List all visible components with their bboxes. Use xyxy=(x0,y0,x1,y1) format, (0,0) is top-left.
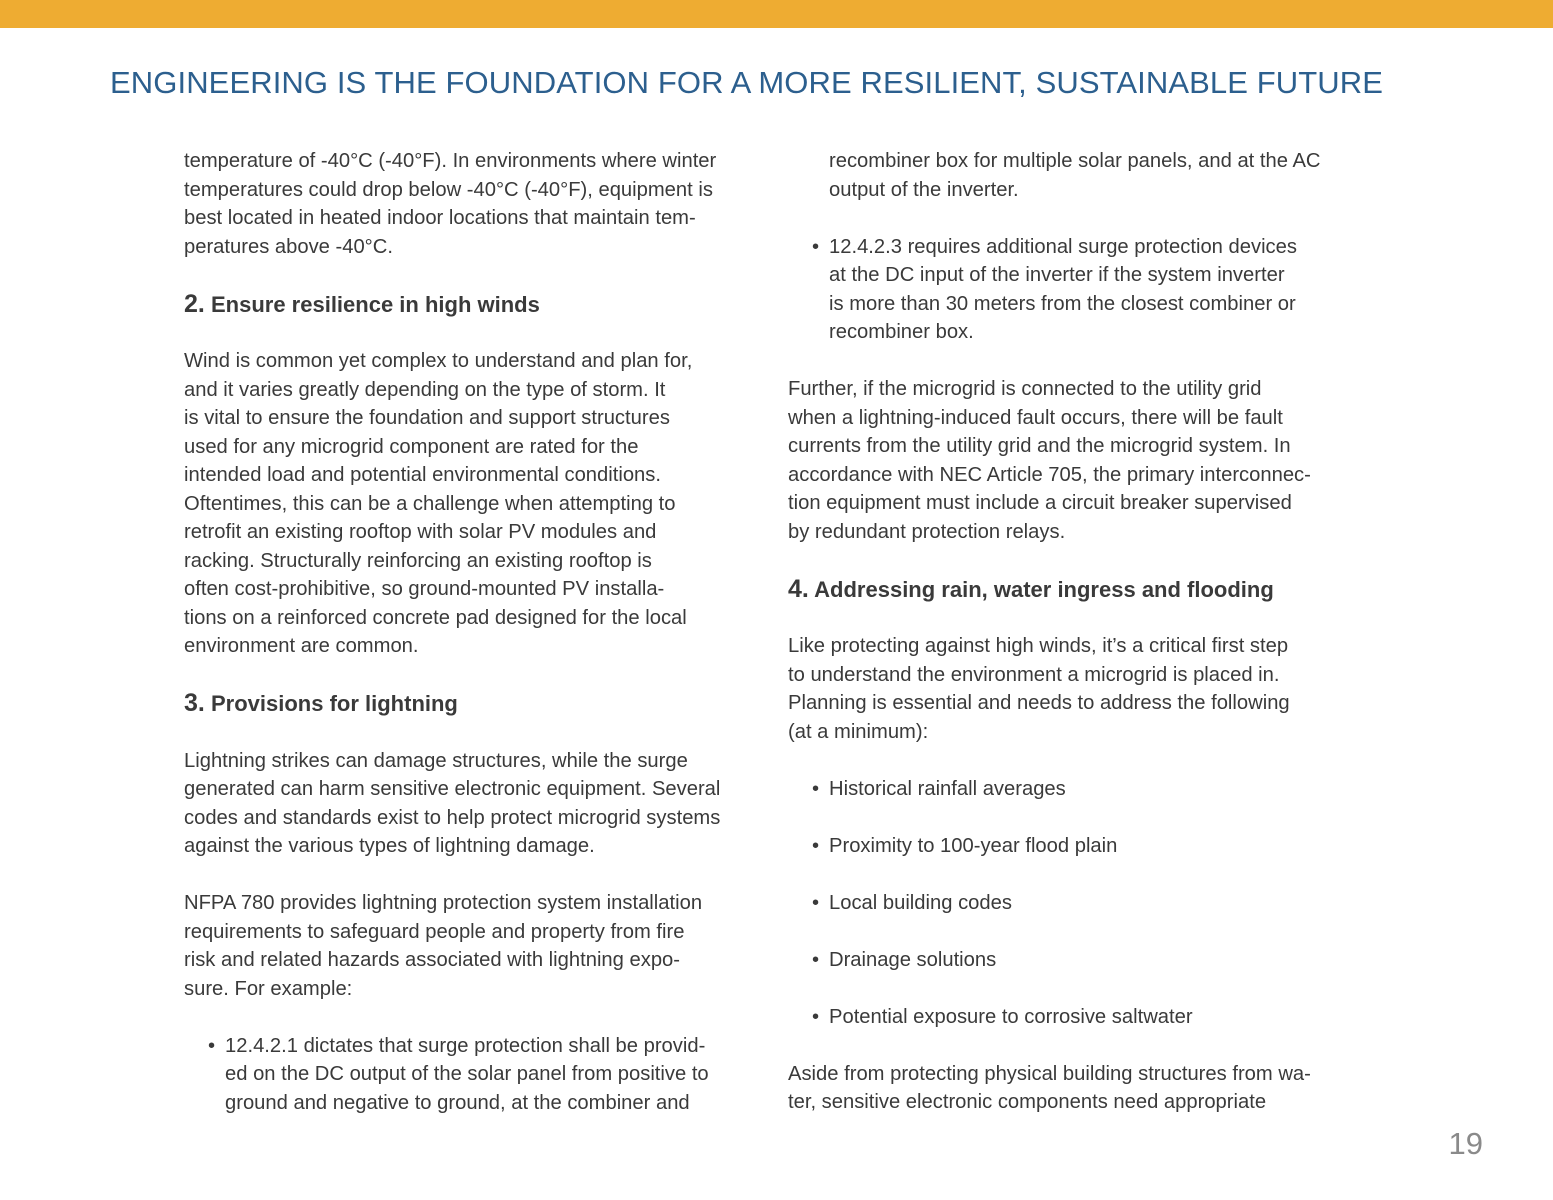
bullet-glyph: • xyxy=(812,948,820,971)
section-2-paragraph: Wind is common yet complex to understand and plan for, and it varies greatly depending on the type of storm. It is vital to ensure the foundation and support structures used for any microgrid component are rated for the intended load and potential environmental conditions. Oftentimes, this can be a challenge when attempting to retrofit an existing rooftop with solar PV modules and racking. Structurally reinforcing an existing rooftop is often cost-prohibitive, so ground-mounted PV installa- tions on a reinforced concrete pad designed for the local environment are common. xyxy=(184,350,693,657)
bullet-glyph: • xyxy=(812,834,820,857)
section-4-title: Addressing rain, water ingress and flooding xyxy=(814,576,1274,602)
bullet-glyph: • xyxy=(812,235,820,258)
page-header-title: ENGINEERING IS THE FOUNDATION FOR A MORE RESILIENT, SUSTAINABLE FUTURE xyxy=(110,65,1384,100)
list-item: • Historical rainfall averages xyxy=(788,775,1378,804)
list-item: recombiner box for multiple solar panels, and at the AC output of the inverter. xyxy=(829,150,1321,201)
lightning-bullet-list xyxy=(184,1032,774,1118)
list-item: • 12.4.2.1 dictates that surge protection shall be provid- ed on the DC output of the solar panel from positive to ground and negative to ground, at the combiner and xyxy=(184,1032,774,1118)
right-column xyxy=(788,147,1378,1145)
list-item: • Drainage solutions xyxy=(788,946,1378,975)
list-item: • 12.4.2.3 requires additional surge protection devices at the DC input of the inverter if the system inverter is more than 30 meters from the closest combiner or recombiner box. xyxy=(788,233,1378,347)
left-column xyxy=(184,147,774,1146)
page-number: 19 xyxy=(1448,1126,1483,1161)
section-2-heading xyxy=(184,290,774,320)
intro-paragraph: temperature of -40°C (-40°F). In environments where winter temperatures could drop below -40°C (-40°F), equipment is best located in heated indoor locations that maintain tem- peratures above -40°C. xyxy=(184,150,717,258)
section-3-title: Provisions for lightning xyxy=(210,691,458,716)
section-2-number: 2. xyxy=(184,289,205,318)
list-item: • Proximity to 100-year flood plain xyxy=(788,832,1378,861)
bullet-glyph: • xyxy=(812,777,820,800)
bullet-glyph: • xyxy=(812,891,820,914)
list-item: • Local building codes xyxy=(788,889,1378,918)
section-2-title: Ensure resilience in high winds xyxy=(210,291,540,317)
flooding-bullet-list xyxy=(788,775,1378,1032)
section-3-heading xyxy=(184,689,774,719)
section-3-paragraph-2: NFPA 780 provides lightning protection system installation requirements to safeguard people and property from fire risk and related hazards associated with lightning expo- sure. For example: xyxy=(184,892,703,1000)
section-4-heading xyxy=(788,575,1378,605)
section-3-number: 3. xyxy=(184,689,205,717)
section-3-paragraph-1: Lightning strikes can damage structures, while the surge generated can harm sensitive electronic equipment. Several codes and standards exist to help protect microgrid systems against the various types of lightning damage. xyxy=(184,749,721,857)
lightning-bullet-list-continued xyxy=(788,147,1378,347)
section-4-number: 4. xyxy=(788,574,809,603)
further-paragraph: Further, if the microgrid is connected to the utility grid when a lightning-induced fault occurs, there will be fault currents from the utility grid and the microgrid system. In accordance with NEC Article 705, the primary interconnec- tion equipment must include a circuit breaker supervised by redundant protection relays. xyxy=(788,378,1311,543)
bullet-glyph: • xyxy=(208,1034,216,1057)
bullet-glyph: • xyxy=(812,1005,820,1028)
list-item: • Potential exposure to corrosive saltwater xyxy=(788,1003,1378,1032)
section-4-intro-paragraph: Like protecting against high winds, it’s a critical first step to understand the environment a microgrid is placed in. Planning is essential and needs to address the following (at a minimum): xyxy=(788,635,1290,743)
section-4-closing-paragraph: Aside from protecting physical building structures from wa- ter, sensitive electronic components need appropriate xyxy=(788,1062,1311,1113)
top-accent-bar xyxy=(0,0,1553,28)
